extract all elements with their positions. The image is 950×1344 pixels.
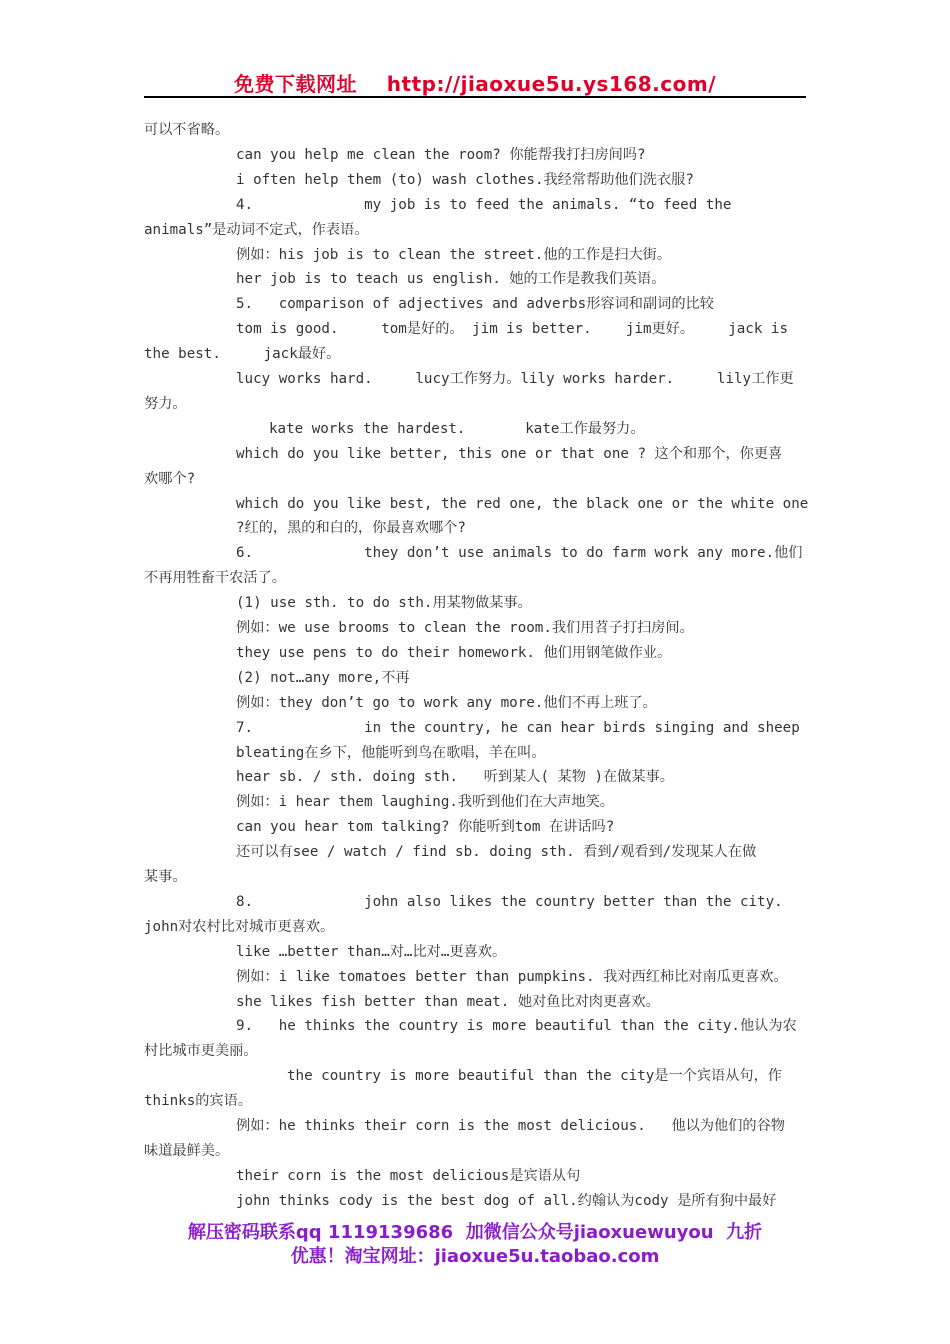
text-line: 味道最鲜美。 [144, 1142, 230, 1159]
text-line: 例如：he thinks their corn is the most delicious. 他以为他们的谷物 [236, 1118, 785, 1134]
text-line: 9. he thinks the country is more beautiful than the city.他认为农 [236, 1018, 797, 1035]
text-line: 村比城市更美丽。 [144, 1043, 258, 1060]
text-line: (1) use sth. to do sth.用某物做某事。 [236, 595, 532, 612]
text-line: bleating在乡下，他能听到鸟在歌唱，羊在叫。 [236, 744, 546, 761]
text-line: their corn is the most delicious是宾语从句 [236, 1167, 581, 1184]
header-title: 免费下载网址 http://jiaoxue5u.ys168.com/ [233, 72, 717, 96]
text-line: 8. john also likes the country better than the city. [236, 893, 783, 910]
text-line: the country is more beautiful than the city是一个宾语从句，作 [287, 1068, 782, 1085]
text-line: which do you like best, the red one, the black one or the white one [236, 495, 809, 512]
text-line: animals”是动词不定式，作表语。 [144, 221, 369, 238]
text-line: (2) not…any more,不再 [236, 669, 410, 686]
text-line: lucy works hard. lucy工作努力。lily works harder. lily工作更 [236, 371, 794, 387]
text-line: 不再用牲畜干农活了。 [144, 570, 286, 587]
text-line: 例如：we use brooms to clean the room.我们用苕子打扫房间。 [236, 620, 694, 636]
text-line: 还可以有see / watch / find sb. doing sth. 看到/观看到/发现某人在做 [236, 844, 757, 861]
text-line: they use pens to do their homework. 他们用钢笔做作业。 [236, 644, 672, 661]
text-line: tom is good. tom是好的。 jim is better. jim更好。 jack is [236, 321, 789, 338]
text-line: hear sb. / sth. doing sth. 听到某人( 某物 )在做某事。 [236, 769, 674, 786]
text-line: 某事。 [144, 869, 187, 885]
text-line: can you help me clean the room? 你能帮我打扫房间吗? [236, 146, 646, 163]
text-line: ?红的，黑的和白的，你最喜欢哪个? [236, 520, 466, 537]
text-line: 可以不省略。 [144, 122, 230, 138]
text-line: 欢哪个? [144, 470, 196, 487]
text-line: i often help them (to) wash clothes.我经常帮助他们洗衣服? [236, 171, 694, 188]
text-line: can you hear tom talking? 你能听到tom 在讲话吗? [236, 819, 615, 836]
text-line: 例如：i like tomatoes better than pumpkins. 我对西红柿比对南瓜更喜欢。 [236, 968, 788, 985]
text-line: 努力。 [144, 395, 187, 412]
text-line: john thinks cody is the best dog of all.约翰认为cody 是所有狗中最好 [236, 1192, 777, 1209]
page-header [144, 62, 806, 98]
text-line: which do you like better, this one or that one ? 这个和那个，你更喜 [236, 445, 783, 462]
text-line: 5. comparison of adjectives and adverbs形容词和副词的比较 [236, 296, 714, 313]
text-line: her job is to teach us english. 她的工作是教我们英语。 [236, 271, 666, 288]
text-line: thinks的宾语。 [144, 1093, 252, 1110]
text-line: she likes fish better than meat. 她对鱼比对肉更喜欢。 [236, 993, 660, 1010]
footer-line-1: 解压密码联系qq 1119139686 加微信公众号jiaoxuewuyou 九折 [187, 1222, 763, 1243]
text-line: 例如：his job is to clean the street.他的工作是扫大街。 [236, 246, 672, 263]
text-line: 例如：they don’t go to work any more.他们不再上班了。 [236, 694, 657, 711]
text-line: kate works the hardest. kate工作最努力。 [269, 420, 645, 437]
text-line: 例如：i hear them laughing.我听到他们在大声地笑。 [236, 794, 614, 811]
text-line: 7. in the country, he can hear birds singing and sheep [236, 719, 800, 736]
footer-line-2: 优惠！淘宝网址：jiaoxue5u.taobao.com [290, 1246, 660, 1267]
text-line: like …better than…对…比对…更喜欢。 [236, 943, 507, 960]
text-line: 6. they don’t use animals to do farm work any more.他们 [236, 545, 803, 562]
text-line: john对农村比对城市更喜欢。 [144, 918, 335, 935]
text-line: the best. jack最好。 [144, 346, 341, 363]
text-line: 4. my job is to feed the animals. “to feed the [236, 196, 732, 213]
